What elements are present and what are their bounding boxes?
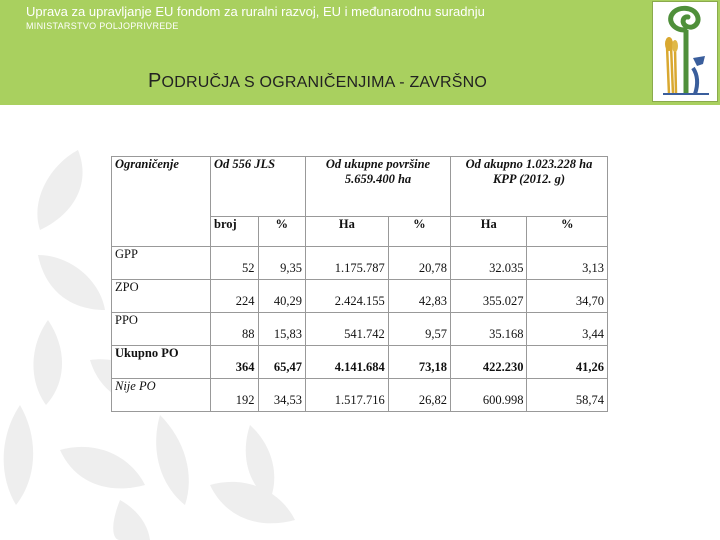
header-restriction: Ograničenje	[112, 157, 211, 247]
row-label: PPO	[112, 313, 211, 346]
header-title: Uprava za upravljanje EU fondom za ruralni razvoj, EU i međunarodnu suradnju	[26, 4, 485, 19]
cell-count: 192	[211, 379, 259, 412]
cell-ha: 600.998	[451, 379, 527, 412]
cell-percent: 73,18	[388, 346, 450, 379]
row-label: Ukupno PO	[112, 346, 211, 379]
cell-percent: 41,26	[527, 346, 608, 379]
header-subtitle: MINISTARSTVO POLJOPRIVREDE	[26, 21, 179, 31]
cell-percent: 20,78	[388, 247, 450, 280]
table-row	[112, 379, 608, 412]
cell-ha: 1.175.787	[306, 247, 389, 280]
table-row	[112, 280, 608, 313]
cell-ha: 541.742	[306, 313, 389, 346]
row-label: Nije PO	[112, 379, 211, 412]
slide-title-initial: P	[148, 70, 162, 92]
cell-percent: 40,29	[258, 280, 306, 313]
cell-percent: 3,13	[527, 247, 608, 280]
cell-count: 224	[211, 280, 259, 313]
cell-ha: 422.230	[451, 346, 527, 379]
header-municipalities: Od 556 JLS	[211, 157, 306, 217]
cell-ha: 32.035	[451, 247, 527, 280]
header-agricultural-area: Od akupno 1.023.228 ha KPP (2012. g)	[451, 157, 608, 217]
cell-percent: 26,82	[388, 379, 450, 412]
header-total-area: Od ukupne površine 5.659.400 ha	[306, 157, 451, 217]
cell-ha: 355.027	[451, 280, 527, 313]
cell-count: 88	[211, 313, 259, 346]
table-row-total	[112, 346, 608, 379]
cell-percent: 34,70	[527, 280, 608, 313]
restrictions-table	[111, 156, 608, 412]
cell-percent: 65,47	[258, 346, 306, 379]
cell-ha: 1.517.716	[306, 379, 389, 412]
subheader-percent: %	[527, 217, 608, 247]
row-label: ZPO	[112, 280, 211, 313]
cell-ha: 4.141.684	[306, 346, 389, 379]
cell-count: 52	[211, 247, 259, 280]
table-row	[112, 247, 608, 280]
cell-ha: 35.168	[451, 313, 527, 346]
cell-percent: 9,35	[258, 247, 306, 280]
cell-percent: 15,83	[258, 313, 306, 346]
cell-percent: 3,44	[527, 313, 608, 346]
cell-count: 364	[211, 346, 259, 379]
subheader-percent: %	[388, 217, 450, 247]
cell-percent: 42,83	[388, 280, 450, 313]
cell-ha: 2.424.155	[306, 280, 389, 313]
subheader-ha: Ha	[451, 217, 527, 247]
table-row	[112, 313, 608, 346]
slide-title-rest: ODRUČJA S OGRANIČENJIMA - ZAVRŠNO	[161, 74, 487, 91]
cell-percent: 34,53	[258, 379, 306, 412]
subheader-percent: %	[258, 217, 306, 247]
subheader-count: broj	[211, 217, 259, 247]
subheader-ha: Ha	[306, 217, 389, 247]
slide-title	[148, 70, 487, 93]
cell-percent: 58,74	[527, 379, 608, 412]
row-label: GPP	[112, 247, 211, 280]
table-header-row	[112, 157, 608, 217]
cell-percent: 9,57	[388, 313, 450, 346]
ministry-logo	[652, 1, 718, 102]
